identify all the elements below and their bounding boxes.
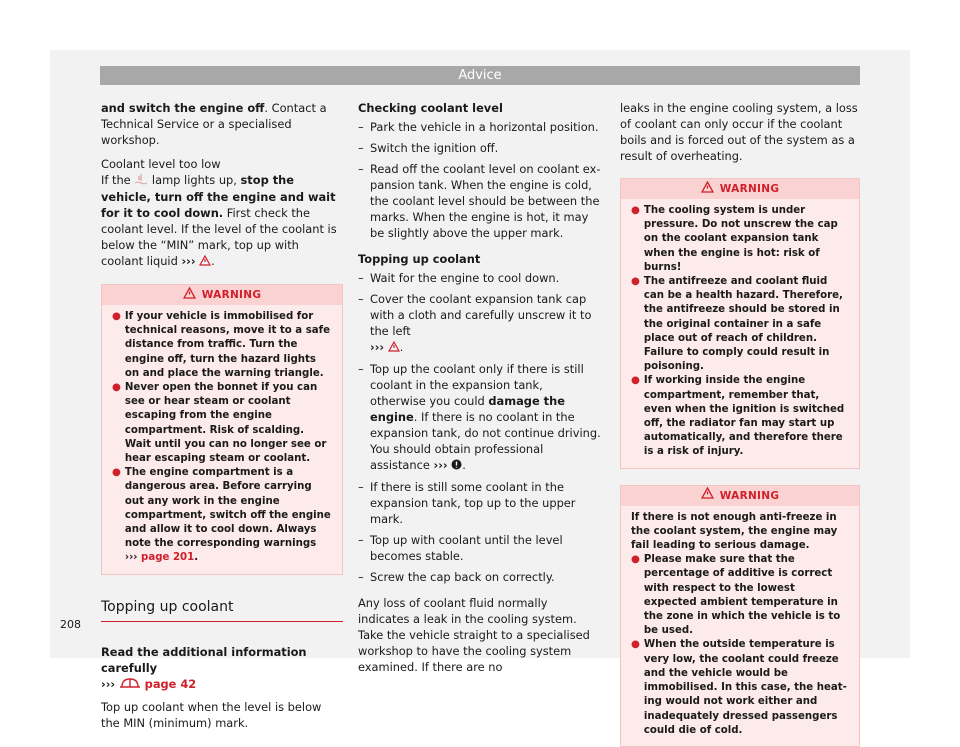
warning-item: ● If your vehicle is immobilised for technical reasons, move it to a safe distance from traffic. Turn the engine off, turn the hazard lights on and place the warning triangle. <box>112 311 330 379</box>
warning-triangle-icon <box>199 254 211 270</box>
step-item: – Read off the coolant level on coolant expansion tank. When the engine is cold, the coolant level should be between the marks. When the engine is hot, it may be slightly above the upper mark. <box>358 162 601 240</box>
section-title: Topping up coolant <box>101 599 343 622</box>
subheading-checking: Checking coolant level <box>358 101 503 115</box>
warning-header: WARNING <box>621 486 859 506</box>
page-link[interactable]: page 201 <box>137 552 195 564</box>
warning-item: ● Never open the bonnet if you can see or hear steam or coolant escaping from the engine compartment. Risk of scalding. Wait until you can no longer see or hear escaping steam or coolant. <box>112 382 327 465</box>
warning-item: ● If working inside the engine compartment, remember that, even when the ignition is switched off, the radiator fan may start up automatically, and therefore there is a risk of injury. <box>631 375 845 458</box>
paragraph: and switch the engine off. Contact a Technical Service or a specialised workshop. <box>101 101 327 147</box>
warning-intro: If there is not enough anti-freeze in the coolant system, the engine may fail leading to serious damage. <box>631 511 838 552</box>
step-item: – Top up with coolant until the level becomes stable. <box>358 533 563 563</box>
warning-header: WARNING <box>102 285 342 305</box>
step-item: – Top up the coolant only if there is still coolant in the expansion tank, otherwise you could damage the engine. If there is no coolant in the expansion tank, do not continue driving. You should obtain professional assistance ››› . <box>358 362 601 472</box>
paragraph: Top up coolant when the level is below the MIN (minimum) mark. <box>101 699 322 730</box>
step-item: – Wait for the engine to cool down. <box>358 271 560 285</box>
column-1 <box>101 100 343 731</box>
warning-header: WARNING <box>621 179 859 199</box>
step-item: – Screw the cap back on correctly. <box>358 570 555 584</box>
warning-item: ● The engine compartment is a dangerous area. Before carrying out any work in the engine compartment, switch off the engine and allow it to cool down. Always note the corresponding warnings ››› page 201. <box>112 467 331 564</box>
warning-item: ● The cooling system is under pressure. Do not unscrew the cap on the coolant expansion tank when the engine is hot: risk of burns! <box>631 205 838 273</box>
paragraph: leaks in the engine cooling system, a loss of coolant can only occur if the coolant boils and is forced out of the system as a result of overheating. <box>620 101 858 163</box>
page-header: Advice <box>100 66 860 85</box>
warning-box <box>101 284 343 575</box>
paragraph: If the lamp lights up, stop the vehicle, turn off the engine and wait for it to cool down. First check the coolant level. If the level of the coolant is below the “MIN” mark, top up with coolant liquid ››› . <box>101 173 337 268</box>
coolant-lamp-icon <box>134 173 148 189</box>
info-book-icon <box>119 676 141 693</box>
step-item: – Park the vehicle in a horizontal position. <box>358 120 599 134</box>
paragraph: Any loss of coolant fluid normally indicates a leak in the cooling system. Take the vehicle straight to a specialised workshop to have the cooling system examined. If there are no <box>358 596 590 674</box>
subheading-coolant-low: Coolant level too low <box>101 157 221 171</box>
warning-triangle-icon <box>701 487 714 504</box>
note-icon <box>451 458 462 474</box>
read-more-note: Read the additional information carefully ››› page 42 <box>101 644 307 691</box>
page-link[interactable]: page 42 <box>140 676 197 691</box>
warning-triangle-icon <box>183 287 196 304</box>
page-number: 208 <box>60 618 81 631</box>
step-item: – Cover the coolant expansion tank cap with a cloth and carefully unscrew it to the left ››› . <box>358 292 592 354</box>
warning-item: ● Please make sure that the percentage of additive is correct with respect to the lowest expected ambient temperature in the zone in which the vehicle is to be used. <box>631 554 841 637</box>
warning-triangle-icon <box>388 340 400 356</box>
warning-item: ● The antifreeze and coolant fluid can be a health hazard. Therefore, the antifreeze should be stored in the original container in a safe place out of reach of children. Failure to comply could result in poisoning. <box>631 276 843 373</box>
warning-triangle-icon <box>701 181 714 198</box>
warning-item: ● When the outside temperature is very low, the coolant could freeze and the vehicle would be immobilised. In this case, the heating would not work either and inadequately dressed passengers could die of cold. <box>631 639 847 736</box>
subheading-topping: Topping up coolant <box>358 252 481 266</box>
step-item: – Switch the ignition off. <box>358 141 499 155</box>
column-3 <box>620 100 860 747</box>
column-2 <box>358 100 602 675</box>
warning-box <box>620 178 860 469</box>
step-item: – If there is still some coolant in the expansion tank, top up to the upper mark. <box>358 480 576 526</box>
